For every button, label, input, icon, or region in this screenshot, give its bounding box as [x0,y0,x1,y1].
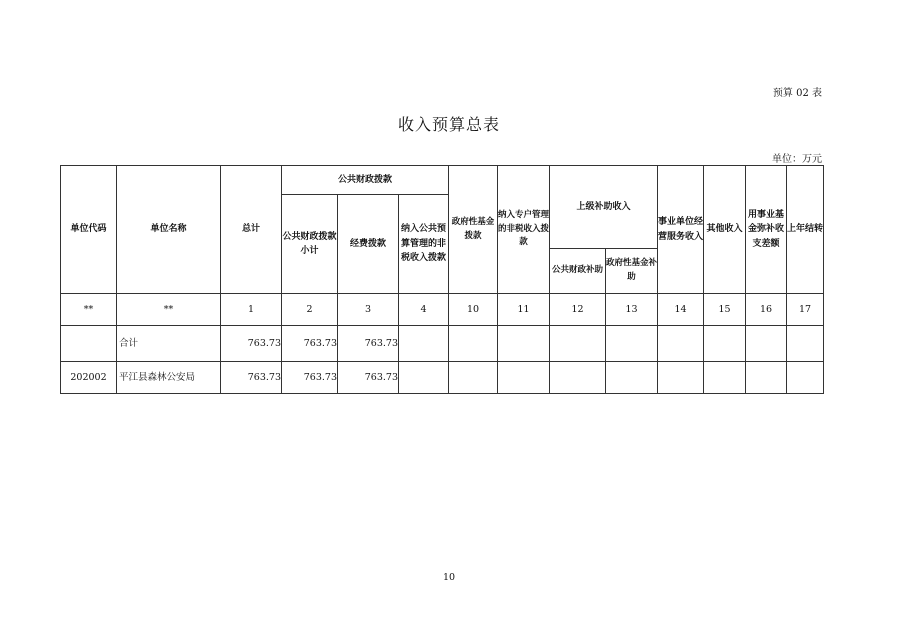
header-public-fiscal-group: 公共财政拨款 [282,166,449,195]
header-funding-allocation: 经费拨款 [338,195,399,294]
index-cell: 15 [704,294,746,326]
row-code: 202002 [61,362,117,394]
index-cell: ** [117,294,221,326]
index-cell: ** [61,294,117,326]
index-cell: 2 [282,294,338,326]
header-gov-fund: 政府性基金拨款 [449,166,498,294]
income-budget-table [60,165,824,394]
header-public-fiscal-subtotal: 公共财政拨款小计 [282,195,338,294]
header-unit-name: 单位名称 [117,166,221,294]
table-row [61,362,824,394]
header-carry-over: 上年结转 [787,166,824,294]
header-gov-fund-subsidy: 政府性基金补助 [606,249,658,294]
row-subtotal: 763.73 [282,362,338,394]
row-funding: 763.73 [338,326,399,362]
row-name: 合计 [117,326,221,362]
header-other-income: 其他收入 [704,166,746,294]
header-fund-offset: 用事业基金弥补收支差额 [746,166,787,294]
header-business-service: 事业单位经营服务收入 [658,166,704,294]
row-code [61,326,117,362]
form-number: 预算 02 表 [772,88,822,99]
index-cell: 11 [498,294,550,326]
row-name: 平江县森林公安局 [117,362,221,394]
row-total: 763.73 [221,326,282,362]
unit-label: 单位：万元 [772,154,822,165]
index-cell: 13 [606,294,658,326]
index-row [61,294,824,326]
header-unit-code: 单位代码 [61,166,117,294]
row-total: 763.73 [221,362,282,394]
index-cell: 10 [449,294,498,326]
index-cell: 1 [221,294,282,326]
header-public-fiscal-subsidy: 公共财政补助 [550,249,606,294]
index-cell: 16 [746,294,787,326]
table-row [61,326,824,362]
page-number: 10 [442,572,456,583]
index-cell: 17 [787,294,824,326]
header-non-tax-allocation: 纳入公共预算管理的非税收入拨款 [399,195,449,294]
index-cell: 4 [399,294,449,326]
header-superior-subsidy-group: 上级补助收入 [550,166,658,249]
header-special-non-tax: 纳入专户管理的非税收入拨款 [498,166,550,294]
row-funding: 763.73 [338,362,399,394]
index-cell: 12 [550,294,606,326]
header-total: 总计 [221,166,282,294]
page-title: 收入预算总表 [397,115,500,134]
index-cell: 3 [338,294,399,326]
index-cell: 14 [658,294,704,326]
row-subtotal: 763.73 [282,326,338,362]
